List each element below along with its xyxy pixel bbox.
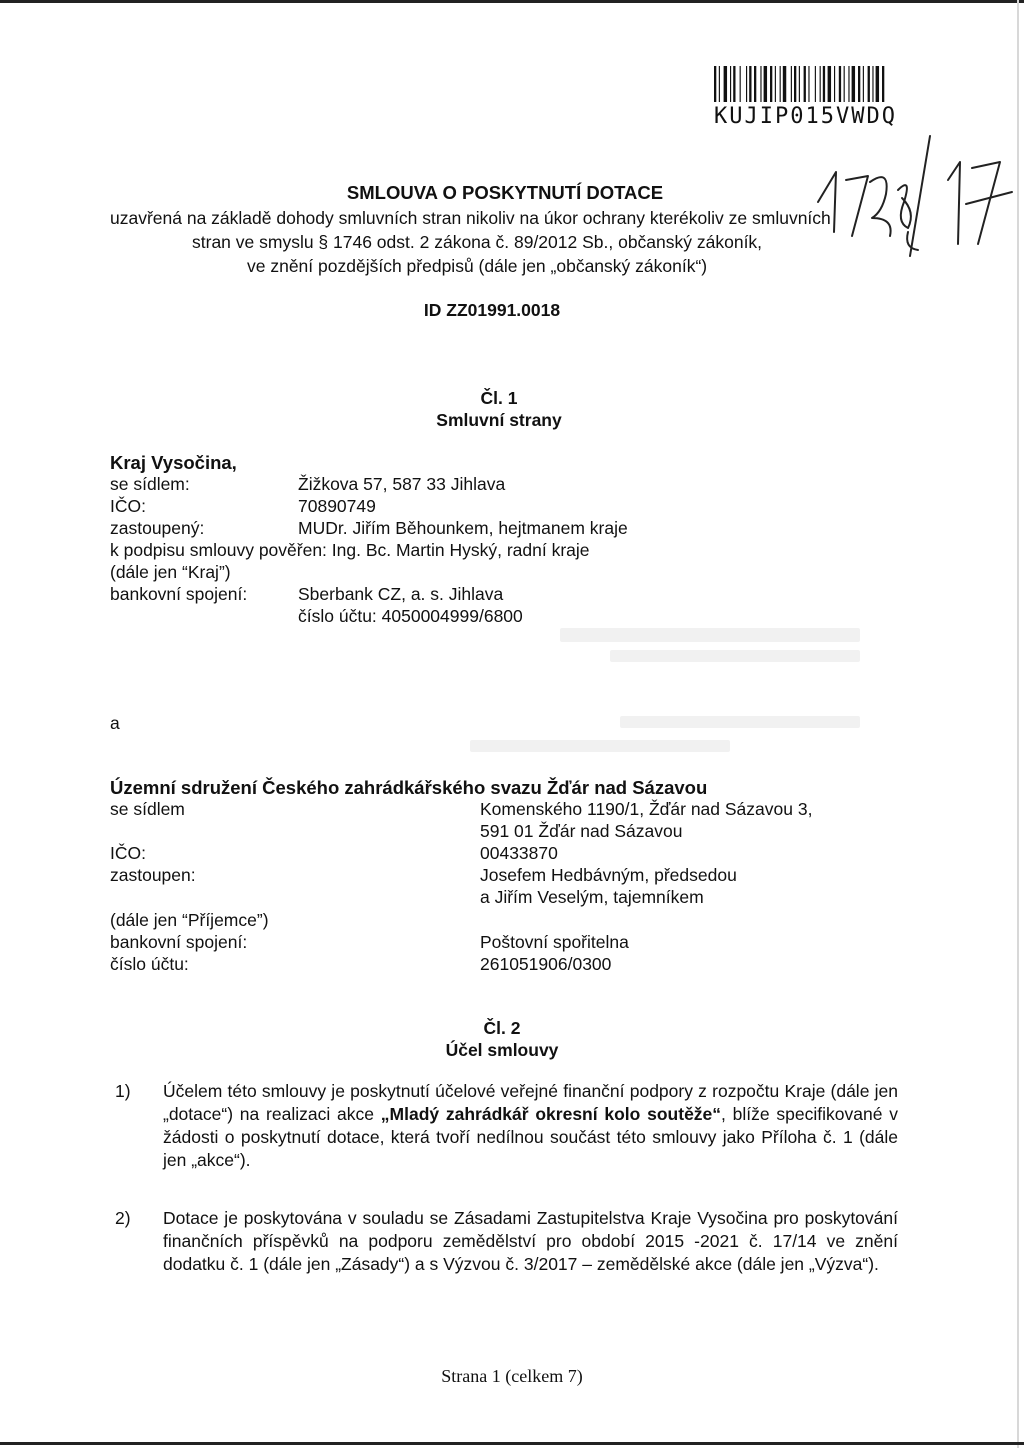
paragraph-1-number: 1) — [115, 1081, 131, 1101]
party2-name: Územní sdružení Českého zahrádkářského svazu Žďár nad Sázavou — [110, 777, 708, 798]
barcode-bar — [815, 66, 816, 102]
barcode-bar — [770, 66, 772, 102]
party2-account-label: číslo účtu: — [110, 954, 189, 974]
barcode-bar — [882, 66, 884, 102]
barcode-bar — [834, 66, 835, 102]
barcode-bar — [749, 66, 751, 102]
party2-ico-value: 00433870 — [480, 843, 558, 863]
barcode-bar — [783, 66, 786, 102]
scan-edge — [1017, 0, 1019, 1448]
party2-seat-line-1: Komenského 1190/1, Žďár nad Sázavou 3, — [480, 799, 813, 819]
barcode-bar — [863, 66, 864, 102]
party2-represented-line-1: Josefem Hedbávným, předsedou — [480, 865, 737, 885]
barcode-bar — [754, 66, 756, 102]
barcode-bar — [872, 66, 873, 102]
barcode-bar — [740, 66, 741, 102]
barcode-bar — [719, 66, 720, 102]
top-border-line — [0, 0, 1024, 3]
barcode-bar — [868, 66, 870, 102]
bleed-through-mark — [620, 716, 860, 728]
barcode — [714, 66, 942, 102]
barcode-bar — [714, 66, 716, 102]
page-number: Strana 1 (celkem 7) — [441, 1366, 583, 1386]
barcode-bar — [820, 66, 821, 102]
paragraph-1-text-start: Účelem této smlouvy je poskytnutí účelové veřejné finanční podpory z rozpočtu Kraje (dále jen „dotace“) na realizaci akce — [163, 1081, 898, 1124]
barcode-bar — [730, 66, 731, 102]
barcode-bar — [852, 66, 855, 102]
barcode-bar — [746, 66, 747, 102]
party2-seat-line-2: 591 01 Žďár nad Sázavou — [480, 821, 683, 841]
barcode-bar — [828, 66, 831, 102]
party1-name: Kraj Vysočina, — [110, 452, 237, 473]
party1-seat-label: se sídlem: — [110, 474, 190, 494]
barcode-bar — [844, 66, 845, 102]
barcode-bar — [808, 66, 809, 102]
party1-ico-value: 70890749 — [298, 496, 376, 516]
party1-represented-value: MUDr. Jiřím Běhounkem, hejtmanem kraje — [298, 518, 628, 538]
barcode-bar — [858, 66, 860, 102]
barcode-bar — [799, 66, 800, 102]
paragraph-1-text-end: , blíže specifikované v žádosti o poskytnutí dotace, která tvoří nedílnou součást této smlouvy jako Příloha č. 1 (dále jen „akce“). — [163, 1104, 898, 1170]
bleed-through-mark — [470, 740, 730, 752]
article-1-number: Čl. 1 — [480, 388, 518, 408]
contract-heading: SMLOUVA O POSKYTNUTÍ DOTACE — [346, 182, 664, 203]
party1-account: číslo účtu: 4050004999/6800 — [298, 606, 523, 626]
barcode-bar — [724, 66, 727, 102]
title-line-1: uzavřená na základě dohody smluvních stran nikoliv na úkor ochrany kterékoliv ze smluvních — [110, 208, 831, 228]
barcode-bar — [760, 66, 761, 102]
party2-represented-line-2: a Jiřím Veselým, tajemníkem — [480, 887, 704, 907]
party2-bank-label: bankovní spojení: — [110, 932, 248, 952]
conjunction: a — [110, 713, 120, 733]
bleed-through-mark — [610, 650, 860, 662]
paragraph-2-number: 2) — [115, 1208, 131, 1228]
barcode-bar — [848, 66, 849, 102]
bottom-border-line — [0, 1442, 1024, 1445]
article-1-title: Smluvní strany — [436, 410, 562, 430]
barcode-bar — [804, 66, 806, 102]
contract-id: ID ZZ01991.0018 — [423, 300, 561, 320]
barcode-bar — [775, 66, 776, 102]
article-2-number: Čl. 2 — [483, 1018, 521, 1038]
party2-ico-label: IČO: — [110, 843, 146, 863]
barcode-bar — [780, 66, 781, 102]
party1-bank-value: Sberbank CZ, a. s. Jihlava — [298, 584, 504, 604]
paragraph-2: Dotace je poskytována v souladu se Zásadami Zastupitelstva Kraje Vysočina pro poskytování finančních příspěvků na podporu zemědělství pro období 2015 -2021 č. 17/14 ve znění dodatku č. 1 (dále jen „Zásady“) a s Výzvou č. 3/2017 – zemědělské akce (dále jen „Výzva“). — [163, 1208, 898, 1274]
article-2-title: Účel smlouvy — [445, 1040, 559, 1060]
action-name: „Mladý zahrádkář okresní kolo soutěže“ — [380, 1104, 722, 1124]
barcode-bar — [839, 66, 841, 102]
party1-ico-label: IČO: — [110, 496, 146, 516]
party1-represented-label: zastoupený: — [110, 518, 205, 538]
barcode-bar — [823, 66, 825, 102]
party1-alias: (dále jen “Kraj”) — [110, 562, 231, 582]
party1-bank-label: bankovní spojení: — [110, 584, 248, 604]
party2-bank-value: Poštovní spořitelna — [480, 932, 629, 952]
party2-alias: (dále jen “Příjemce”) — [110, 910, 269, 930]
party1-signing-authority: k podpisu smlouvy pověřen: Ing. Bc. Martin Hyský, radní kraje — [110, 540, 590, 560]
party2-seat-label: se sídlem — [110, 799, 185, 819]
title-line-3: ve znění pozdějších předpisů (dále jen „občanský zákoník“) — [247, 256, 708, 276]
party1-seat-value: Žižkova 57, 587 33 Jihlava — [298, 474, 506, 494]
paragraph-1 — [163, 1080, 898, 1172]
barcode-bar — [876, 66, 879, 102]
party2-represented-label: zastoupen: — [110, 865, 196, 885]
barcode-bar — [733, 66, 735, 102]
title-line-2: stran ve smyslu § 1746 odst. 2 zákona č. 89/2012 Sb., občanský zákoník, — [192, 232, 763, 252]
barcode-number: KUJIP015VWDQ — [714, 104, 897, 129]
barcode-bar — [794, 66, 796, 102]
barcode-bar — [791, 66, 792, 102]
bleed-through-mark — [560, 628, 860, 642]
barcode-bar — [764, 66, 767, 102]
party2-account-value: 261051906/0300 — [480, 954, 612, 974]
